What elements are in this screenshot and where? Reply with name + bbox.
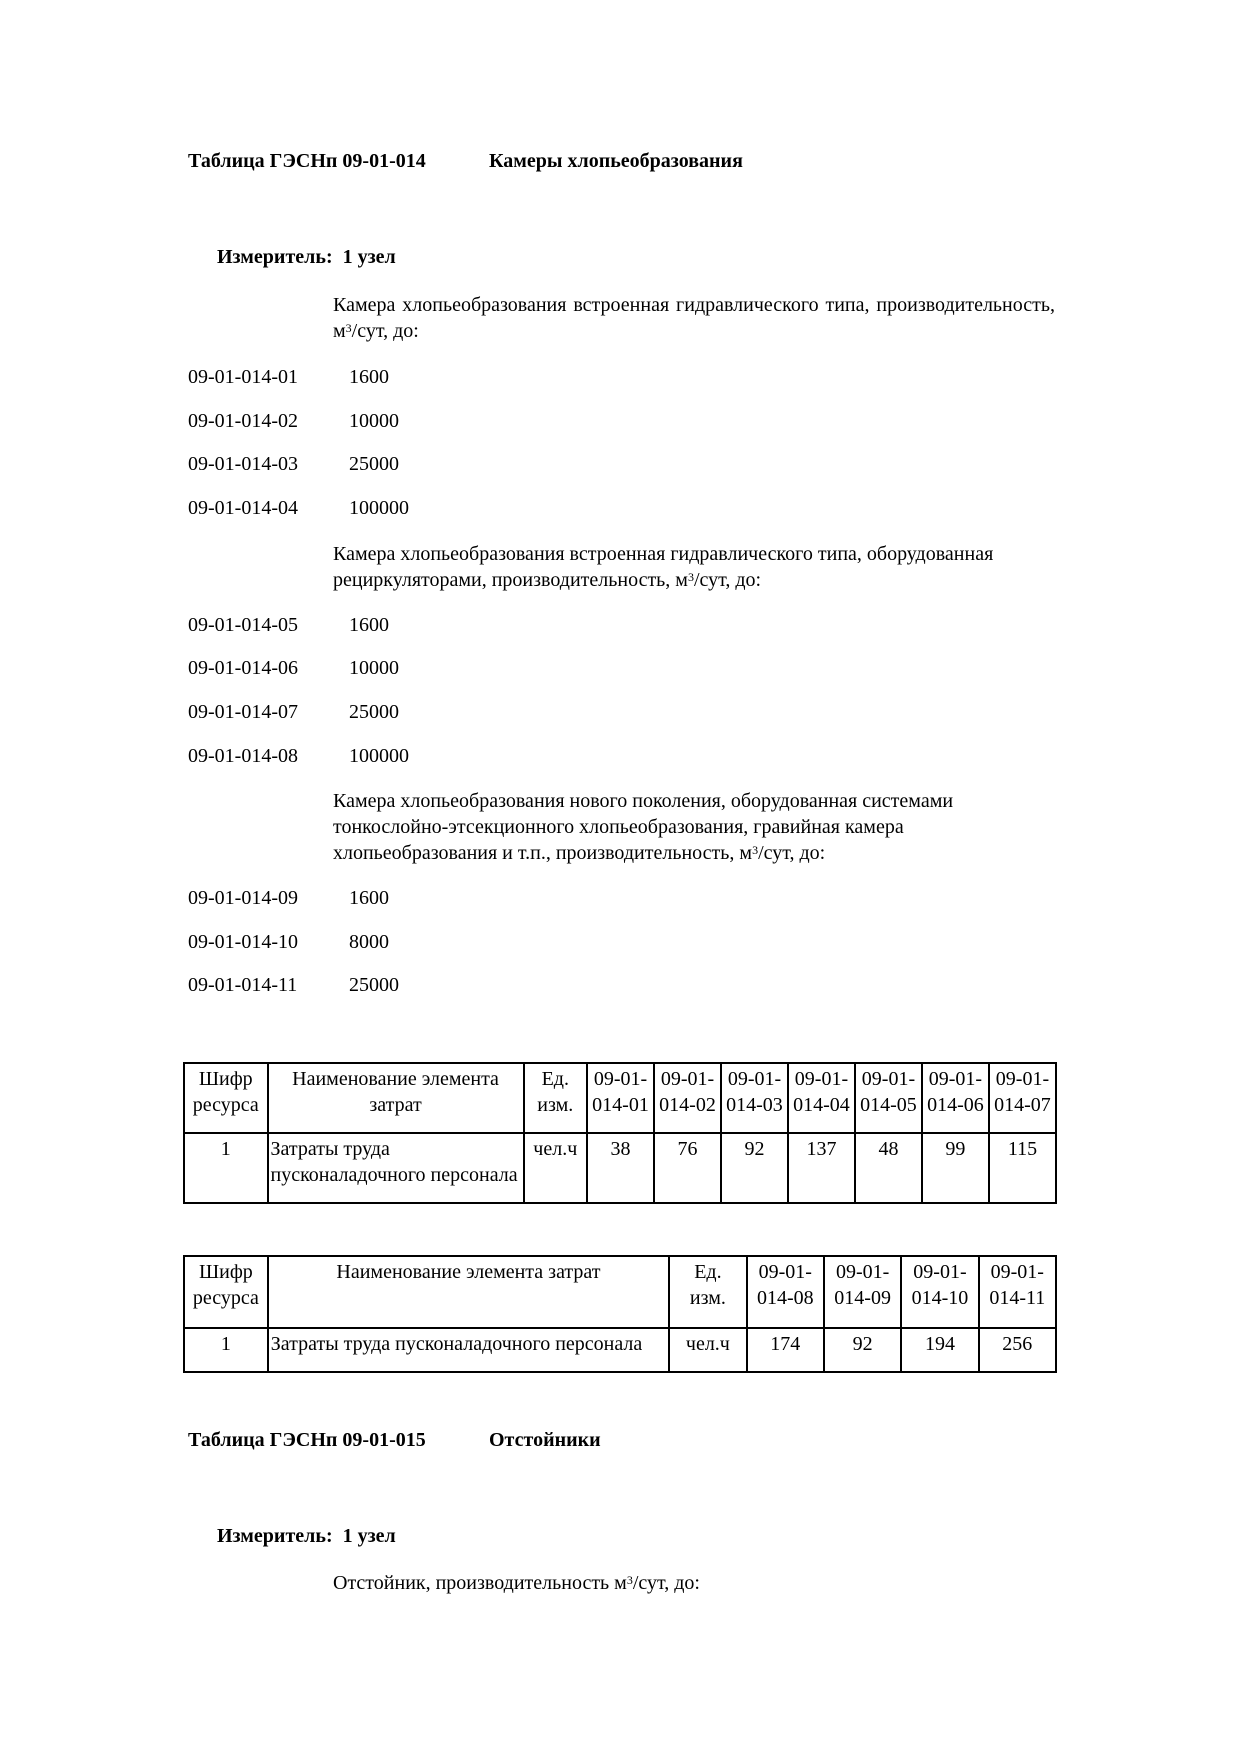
row-value: 1600 bbox=[349, 614, 389, 636]
row-code: 09-01-014-06 bbox=[188, 657, 298, 679]
measure-row bbox=[217, 1525, 396, 1548]
row-code: 09-01-014-07 bbox=[188, 701, 298, 723]
cell-value: 137 bbox=[788, 1133, 855, 1203]
resource-table-b bbox=[183, 1255, 1057, 1373]
header-column: 09-01- 014-05 bbox=[855, 1063, 922, 1133]
measure-row bbox=[217, 246, 396, 269]
cell-value: 76 bbox=[654, 1133, 721, 1203]
row-code: 09-01-014-11 bbox=[188, 974, 298, 996]
header-column: 09-01- 014-10 bbox=[901, 1256, 978, 1328]
table-row bbox=[184, 1328, 1056, 1372]
row-value: 8000 bbox=[349, 931, 389, 953]
cell-unit: чел.ч bbox=[524, 1133, 587, 1203]
measure-label: Измеритель: bbox=[217, 246, 333, 268]
cell-value: 99 bbox=[922, 1133, 989, 1203]
row-code: 09-01-014-04 bbox=[188, 497, 298, 519]
header-name: Наименование элемента затрат bbox=[268, 1063, 524, 1133]
header-code: Шифр ресурса bbox=[184, 1256, 268, 1328]
header-unit: Ед. изм. bbox=[524, 1063, 587, 1133]
cell-name: Затраты труда пусконаладочного персонала bbox=[268, 1328, 669, 1372]
table-title: Таблица ГЭСНп 09-01-015 bbox=[188, 1429, 426, 1451]
row-value: 10000 bbox=[349, 657, 399, 679]
cell-value: 194 bbox=[901, 1328, 978, 1372]
row-value: 1600 bbox=[349, 366, 389, 388]
table-name: Отстойники bbox=[489, 1429, 601, 1451]
header-column: 09-01- 014-01 bbox=[587, 1063, 654, 1133]
row-code: 09-01-014-02 bbox=[188, 410, 298, 432]
resource-table-a bbox=[183, 1062, 1057, 1204]
header-column: 09-01- 014-03 bbox=[721, 1063, 788, 1133]
header-column: 09-01- 014-08 bbox=[747, 1256, 824, 1328]
row-value: 100000 bbox=[349, 745, 409, 767]
cell-value: 115 bbox=[989, 1133, 1056, 1203]
header-column: 09-01- 014-06 bbox=[922, 1063, 989, 1133]
row-value: 10000 bbox=[349, 410, 399, 432]
row-code: 09-01-014-08 bbox=[188, 745, 298, 767]
cell-code: 1 bbox=[184, 1133, 268, 1203]
cell-name: Затраты труда пусконаладочного персонала bbox=[268, 1133, 524, 1203]
cell-value: 92 bbox=[824, 1328, 901, 1372]
header-column: 09-01- 014-07 bbox=[989, 1063, 1056, 1133]
row-value: 25000 bbox=[349, 453, 399, 475]
header-unit: Ед. изм. bbox=[669, 1256, 746, 1328]
measure-label: Измеритель: bbox=[217, 1525, 333, 1547]
table-row bbox=[184, 1133, 1056, 1203]
cell-value: 48 bbox=[855, 1133, 922, 1203]
row-value: 25000 bbox=[349, 701, 399, 723]
row-code: 09-01-014-05 bbox=[188, 614, 298, 636]
header-column: 09-01- 014-04 bbox=[788, 1063, 855, 1133]
cell-value: 256 bbox=[979, 1328, 1056, 1372]
table-name: Камеры хлопьеобразования bbox=[489, 150, 743, 172]
cell-unit: чел.ч bbox=[669, 1328, 746, 1372]
row-value: 25000 bbox=[349, 974, 399, 996]
header-column: 09-01- 014-11 bbox=[979, 1256, 1056, 1328]
header-column: 09-01- 014-02 bbox=[654, 1063, 721, 1133]
row-value: 100000 bbox=[349, 497, 409, 519]
header-code: Шифр ресурса bbox=[184, 1063, 268, 1133]
measure-value: 1 узел bbox=[342, 246, 396, 268]
cell-code: 1 bbox=[184, 1328, 268, 1372]
row-value: 1600 bbox=[349, 887, 389, 909]
header-column: 09-01- 014-09 bbox=[824, 1256, 901, 1328]
row-code: 09-01-014-10 bbox=[188, 931, 298, 953]
cell-value: 174 bbox=[747, 1328, 824, 1372]
group-description: Отстойник, производительность $м^3$/сут, до: bbox=[333, 1572, 700, 1594]
cell-value: 92 bbox=[721, 1133, 788, 1203]
header-name: Наименование элемента затрат bbox=[268, 1256, 669, 1328]
row-code: 09-01-014-09 bbox=[188, 887, 298, 909]
group-description: Камера хлопьеобразования нового поколения, оборудованная системами тонкослойно-этсекционного хлопьеобразования, гравийная камера хлопьеобразования и т.п., производительность, $м^3$/сут, до: bbox=[333, 790, 954, 864]
group-description: Камера хлопьеобразования встроенная гидравлического типа, оборудованная рециркуляторами, производительность, $м^3$/сут, до: bbox=[333, 543, 994, 591]
table-title: Таблица ГЭСНп 09-01-014 bbox=[188, 150, 426, 172]
measure-value: 1 узел bbox=[342, 1525, 396, 1547]
cell-value: 38 bbox=[587, 1133, 654, 1203]
row-code: 09-01-014-03 bbox=[188, 453, 298, 475]
row-code: 09-01-014-01 bbox=[188, 366, 298, 388]
group-description: Камера хлопьеобразования встроенная гидравлического типа, производительность, $м^3$/сут, до: bbox=[333, 294, 1055, 342]
